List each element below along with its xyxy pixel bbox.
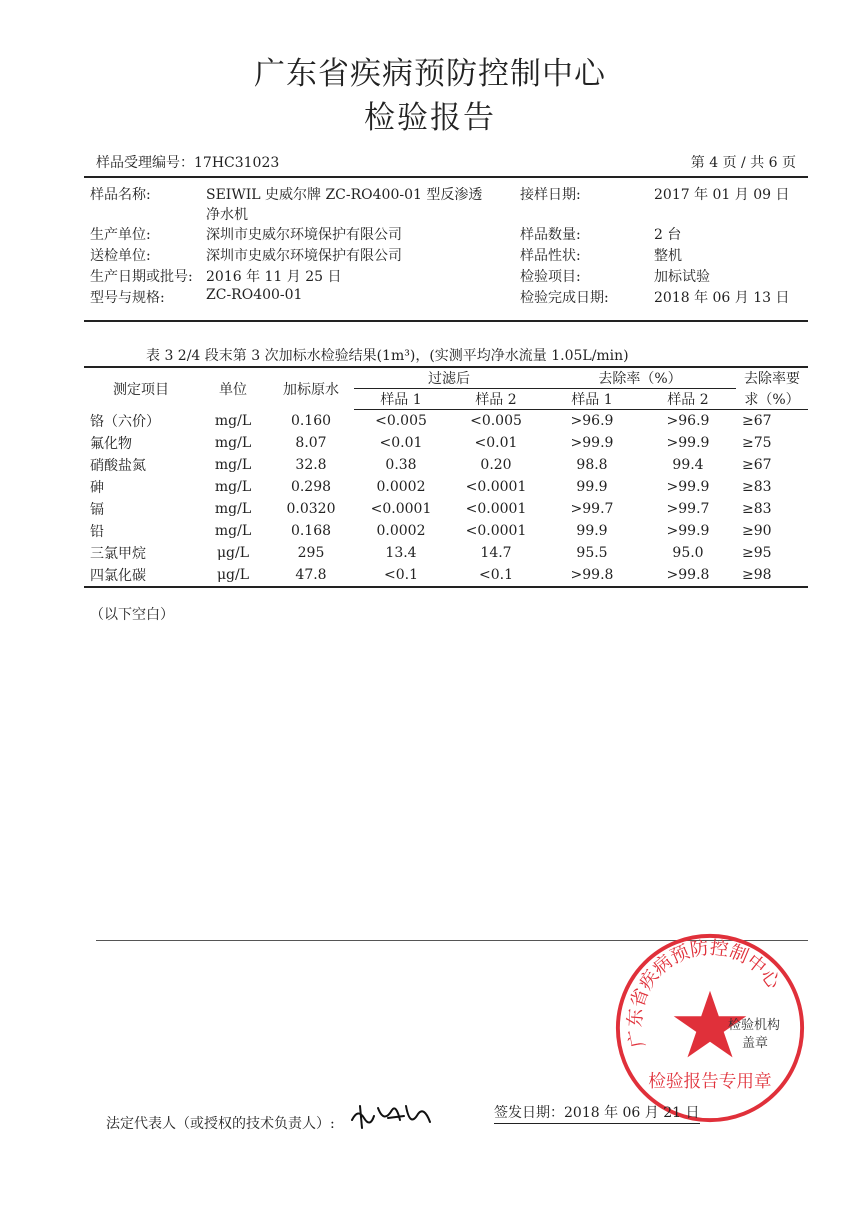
cell-filtered-s1: 0.38 (385, 457, 417, 473)
end-note: （以下空白） (90, 607, 174, 623)
table-row (84, 476, 808, 498)
cell-removal-s2: 99.4 (672, 457, 704, 473)
cell-filtered-s1: <0.005 (375, 413, 427, 429)
divider (84, 320, 808, 322)
results-table-body (84, 410, 808, 588)
test-item-label: 检验项目: (520, 269, 581, 285)
cell-filtered-s2: <0.0001 (465, 523, 527, 539)
cell-item: 四氯化碳 (84, 564, 198, 587)
col-header-requirement-2: 求（%） (736, 389, 808, 410)
quantity-label: 样品数量: (520, 227, 581, 243)
quantity-value: 2 台 (654, 227, 682, 243)
cell-requirement: ≥75 (742, 435, 772, 451)
table-row (84, 498, 808, 520)
cell-filtered-s1: 13.4 (385, 545, 417, 561)
complete-date-value: 2018 年 06 月 13 日 (654, 290, 790, 306)
cell-removal-s2: >99.9 (666, 435, 710, 451)
cell-filtered-s2: 0.20 (480, 457, 512, 473)
cell-item: 氟化物 (90, 436, 132, 452)
seal-text: 广东省疾病预防控制中心 (624, 937, 784, 1050)
report-title: 检验报告 (364, 100, 496, 136)
cell-removal-s1: 95.5 (576, 545, 608, 561)
cell-raw: 0.160 (290, 412, 332, 429)
col-header-removal-s1: 样品 1 (544, 389, 640, 410)
complete-date-label: 检验完成日期: (520, 290, 609, 306)
signature (348, 1098, 434, 1134)
cell-removal-s2: >99.7 (666, 501, 710, 517)
receive-date-label: 接样日期: (520, 187, 581, 203)
cell-removal-s1: >99.7 (570, 501, 614, 517)
cell-item: 三氯甲烷 (90, 546, 146, 562)
table-row (84, 520, 808, 542)
production-date-value: 2016 年 11 月 25 日 (206, 269, 342, 285)
cell-filtered-s2: <0.1 (448, 564, 544, 587)
cell-raw: 47.8 (268, 564, 354, 587)
cell-removal-s1: >96.9 (570, 413, 614, 429)
representative-label: 法定代表人（或授权的技术负责人）: (106, 1116, 335, 1132)
cell-unit: mg/L (214, 501, 252, 517)
cell-item: 镉 (90, 502, 104, 518)
cell-item: 铬（六价） (90, 413, 160, 430)
cell-unit: mg/L (214, 479, 252, 495)
sender-value: 深圳市史威尔环境保护有限公司 (206, 248, 402, 264)
cell-filtered-s1: 0.0002 (376, 523, 426, 539)
property-value: 整机 (654, 248, 682, 264)
cell-filtered-s1: <0.01 (379, 435, 423, 451)
cell-requirement: ≥83 (742, 479, 772, 495)
cell-filtered-s1: <0.1 (354, 564, 448, 587)
cell-unit: mg/L (214, 523, 252, 539)
cell-unit: mg/L (214, 435, 252, 451)
table-row (84, 542, 808, 564)
cell-removal-s2: 95.0 (672, 545, 704, 561)
cell-requirement: ≥90 (742, 523, 772, 539)
cell-raw: 32.8 (295, 457, 327, 473)
cell-requirement: ≥67 (742, 457, 772, 473)
cell-item: 铅 (90, 524, 104, 540)
sample-name-value: SEIWIL 史威尔牌 ZC-RO400-01 型反渗透 (206, 187, 483, 203)
model-label: 型号与规格: (90, 290, 165, 306)
model-value: ZC-RO400-01 (206, 287, 303, 303)
sender-label: 送检单位: (90, 248, 151, 264)
cell-raw: 0.298 (290, 479, 332, 495)
col-header-filtered-s2: 样品 2 (448, 389, 544, 410)
divider (84, 176, 808, 178)
cell-requirement: ≥83 (742, 501, 772, 517)
stamp-label-2: 盖章 (742, 1036, 769, 1051)
col-header-unit: 单位 (198, 367, 268, 410)
cell-filtered-s2: <0.0001 (465, 501, 527, 517)
cell-raw: 295 (297, 545, 325, 561)
cell-removal-s1: 98.8 (576, 457, 608, 473)
table-row (84, 454, 808, 476)
cell-filtered-s1: 0.0002 (376, 479, 426, 495)
producer-label: 生产单位: (90, 227, 151, 243)
cell-removal-s2: >99.9 (666, 479, 710, 495)
table-row (84, 564, 808, 587)
sign-date: 签发日期：2018 年 06 月 21 日 (494, 1102, 700, 1124)
cell-filtered-s1: <0.0001 (370, 501, 432, 517)
cell-removal-s1: >99.8 (544, 564, 640, 587)
cell-unit: μg/L (198, 564, 268, 587)
property-label: 样品性状: (520, 248, 581, 264)
acceptance-number (96, 152, 279, 172)
col-header-removal-s2: 样品 2 (640, 389, 736, 410)
cell-raw: 8.07 (295, 435, 327, 451)
col-header-filtered: 过滤后 (354, 367, 544, 389)
cell-unit: μg/L (216, 545, 250, 561)
organization-name: 广东省疾病预防控制中心 (254, 56, 606, 92)
cell-item: 砷 (90, 480, 104, 496)
production-date-label: 生产日期或批号: (90, 269, 193, 285)
cell-filtered-s2: <0.01 (474, 435, 518, 451)
stamp-label-1: 检验机构 (728, 1018, 781, 1033)
cell-requirement: ≥98 (736, 564, 808, 587)
sample-name-label: 样品名称: (90, 187, 151, 203)
cell-removal-s2: >96.9 (666, 413, 710, 429)
col-header-raw: 加标原水 (268, 367, 354, 410)
cell-raw: 0.0320 (286, 501, 336, 517)
table-caption: 表 3 2/4 段末第 3 次加标水检验结果(1m³)，(实测平均净水流量 1.05L/min) (146, 348, 629, 364)
acceptance-number-label: 样品受理编号： (96, 155, 194, 171)
test-item-value: 加标试验 (654, 269, 710, 285)
col-header-filtered-s1: 样品 1 (354, 389, 448, 410)
table-row (84, 432, 808, 454)
cell-removal-s2: >99.8 (640, 564, 736, 587)
cell-removal-s1: 99.9 (576, 479, 608, 495)
table-row (84, 410, 808, 433)
cell-filtered-s2: <0.005 (470, 413, 522, 429)
cell-raw: 0.168 (290, 523, 332, 539)
producer-value: 深圳市史威尔环境保护有限公司 (206, 227, 402, 243)
col-header-requirement-1: 去除率要 (736, 367, 808, 389)
cell-requirement: ≥95 (742, 545, 772, 561)
page-indicator: 第 4 页 / 共 6 页 (690, 155, 796, 171)
cell-filtered-s2: 14.7 (480, 545, 512, 561)
cell-removal-s1: 99.9 (576, 523, 608, 539)
cell-item: 硝酸盐氮 (90, 458, 146, 474)
cell-removal-s2: >99.9 (666, 523, 710, 539)
cell-removal-s1: >99.9 (570, 435, 614, 451)
acceptance-number-value: 17HC31023 (194, 155, 280, 171)
seal-bottom-text: 检验报告专用章 (648, 1071, 772, 1092)
sample-info-table (90, 184, 802, 308)
receive-date-value: 2017 年 01 月 09 日 (654, 187, 790, 203)
results-table (84, 366, 808, 588)
col-header-item: 测定项目 (84, 367, 198, 410)
cell-filtered-s2: <0.0001 (465, 479, 527, 495)
sample-name-continued: 净水机 (206, 207, 248, 223)
cell-requirement: ≥67 (742, 413, 772, 429)
cell-unit: mg/L (214, 457, 252, 473)
cell-unit: mg/L (214, 412, 252, 429)
col-header-removal: 去除率（%） (544, 367, 736, 389)
